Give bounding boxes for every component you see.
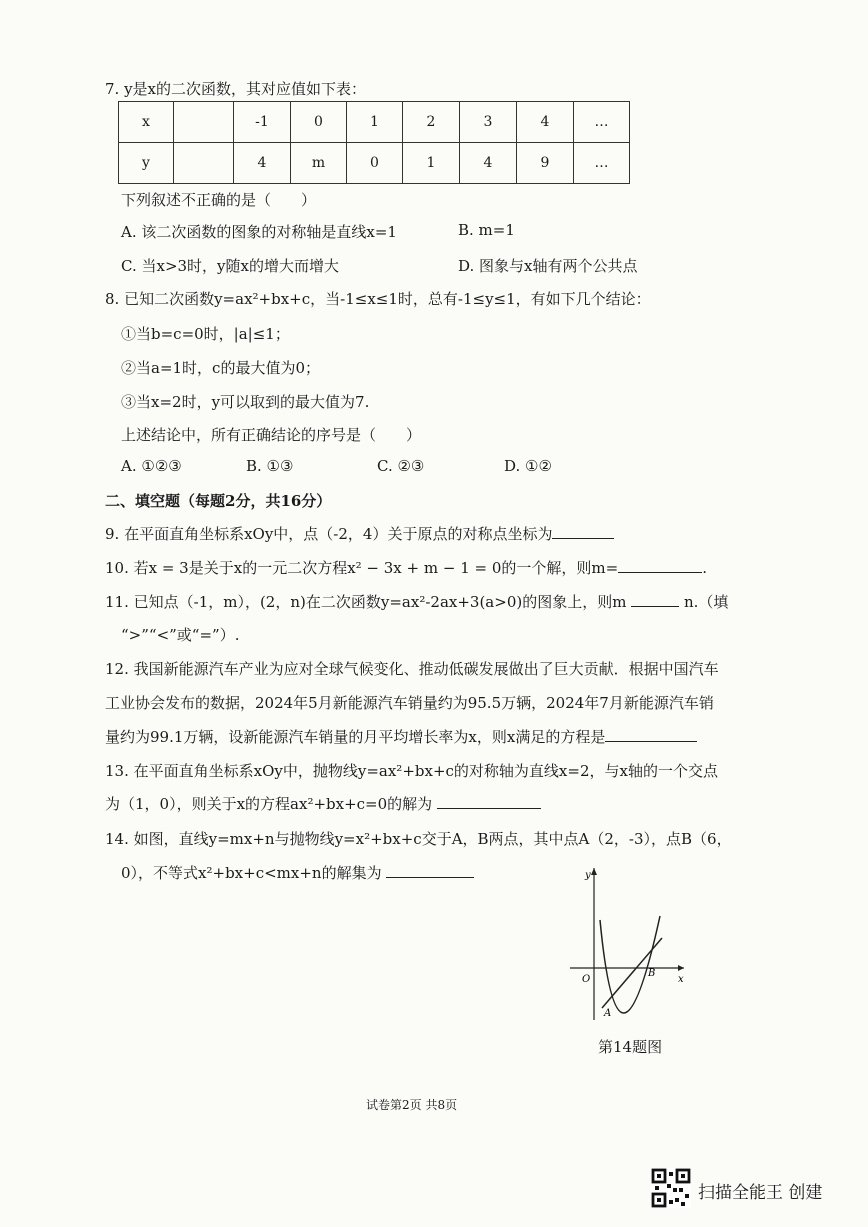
q11-answer-blank[interactable] [631, 592, 679, 607]
table-cell: 0 [291, 102, 347, 143]
table-cell [174, 102, 234, 143]
q8-stem: 8. 已知二次函数y=ax²+bx+c，当-1≤x≤1时，总有-1≤y≤1，有如下几个结论： [105, 290, 651, 308]
q8-option-a: A. ①②③ [121, 457, 182, 475]
q9-answer-blank[interactable] [552, 524, 614, 539]
q8-option-b: B. ①③ [246, 457, 294, 475]
table-cell: … [574, 143, 630, 184]
point-a-label: A [604, 1008, 612, 1019]
q8-conclusion-3: ③当x=2时，y可以取到的最大值为7. [121, 393, 370, 411]
q13-line2: 为（1，0），则关于x的方程ax²+bx+c=0的解为 [105, 795, 433, 813]
page-footer: 试卷第2页 共8页 [366, 1098, 458, 1112]
scanner-label: 扫描全能王 创建 [698, 1183, 823, 1203]
table-cell: 1 [403, 143, 460, 184]
table-cell: … [574, 102, 630, 143]
q7-option-b: B. m=1 [458, 221, 515, 239]
q8-conclusion-2: ②当a=1时，c的最大值为0； [121, 359, 321, 377]
q14-figure [566, 860, 690, 1024]
q11-text: 11. 已知点（-1，m），(2，n)在二次函数y=ax²-2ax+3(a>0)的图象上，则m [105, 593, 627, 611]
q12-line2: 工业协会发布的数据，2024年5月新能源汽车销量约为95.5万辆，2024年7月新能源汽车销 [105, 694, 714, 712]
q8-option-c: C. ②③ [377, 457, 425, 475]
q14-line2: 0），不等式x²+bx+c<mx+n的解集为 [121, 864, 382, 882]
table-cell: 4 [460, 143, 517, 184]
q8-prompt: 上述结论中，所有正确结论的序号是（ ） [121, 426, 422, 444]
table-cell: x [119, 102, 174, 143]
q7-option-a: A. 该二次函数的图象的对称轴是直线x=1 [121, 223, 397, 241]
point-b-label: B [648, 968, 656, 979]
q11-end: n.（填 [684, 593, 729, 611]
q12-line1: 12. 我国新能源汽车产业为应对全球气候变化、推动低碳发展做出了巨大贡献．根据中国汽车 [105, 660, 719, 678]
q13 [105, 793, 541, 814]
q7-option-d: D. 图象与x轴有两个公共点 [458, 257, 638, 275]
q8-option-d: D. ①② [504, 457, 552, 475]
table-cell: 1 [347, 102, 403, 143]
q12 [105, 726, 697, 747]
table-cell: m [291, 143, 347, 184]
table-cell: -1 [234, 102, 291, 143]
table-cell: 9 [517, 143, 574, 184]
section-title: 二、填空题（每题2分，共16分） [105, 492, 332, 510]
x-axis-arrow-icon [678, 965, 684, 971]
q12-answer-blank[interactable] [605, 727, 697, 742]
q7-y-row [119, 143, 630, 184]
qr-code-icon [651, 1168, 691, 1208]
q10 [105, 557, 707, 578]
q14-answer-blank[interactable] [386, 863, 474, 878]
origin-label: O [582, 974, 591, 985]
q11 [105, 591, 728, 612]
q14 [121, 862, 474, 883]
q12-line3: 量约为99.1万辆，设新能源汽车销量的月平均增长率为x，则x满足的方程是 [105, 728, 606, 746]
table-cell: 4 [234, 143, 291, 184]
q7-option-c: C. 当x>3时，y随x的增大而增大 [121, 257, 339, 275]
table-cell [174, 143, 234, 184]
q11-line2: “>”“<”或“=”）. [121, 626, 240, 644]
table-cell: 3 [460, 102, 517, 143]
q7-value-table [118, 101, 630, 184]
q10-text: 10. 若x = 3是关于x的一元二次方程x² − 3x + m − 1 = 0的一个解，则m= [105, 559, 619, 577]
q9-text: 9. 在平面直角坐标系xOy中，点（-2，4）关于原点的对称点坐标为 [105, 525, 553, 543]
parabola-curve [600, 916, 660, 1013]
table-cell: 2 [403, 102, 460, 143]
table-cell: y [119, 143, 174, 184]
q9 [105, 523, 614, 544]
q13-answer-blank[interactable] [437, 794, 541, 809]
q14-line1: 14. 如图，直线y=mx+n与抛物线y=x²+bx+c交于A，B两点，其中点A（2，-3），点B（6， [105, 830, 732, 848]
figure-caption: 第14题图 [598, 1038, 663, 1056]
q10-end: . [702, 559, 707, 577]
table-cell: 4 [517, 102, 574, 143]
table-cell: 0 [347, 143, 403, 184]
q7-prompt: 下列叙述不正确的是（ ） [121, 191, 317, 209]
q10-answer-blank[interactable] [618, 558, 702, 573]
y-label: y [585, 870, 591, 881]
q7-stem: 7. y是x的二次函数，其对应值如下表： [105, 80, 367, 98]
q8-conclusion-1: ①当b=c=0时，|a|≤1； [121, 325, 290, 343]
y-axis-arrow-icon [591, 868, 597, 875]
x-label: x [678, 974, 684, 985]
q7-x-row [119, 102, 630, 143]
q13-line1: 13. 在平面直角坐标系xOy中，抛物线y=ax²+bx+c的对称轴为直线x=2，与x轴的一个交点 [105, 762, 718, 780]
